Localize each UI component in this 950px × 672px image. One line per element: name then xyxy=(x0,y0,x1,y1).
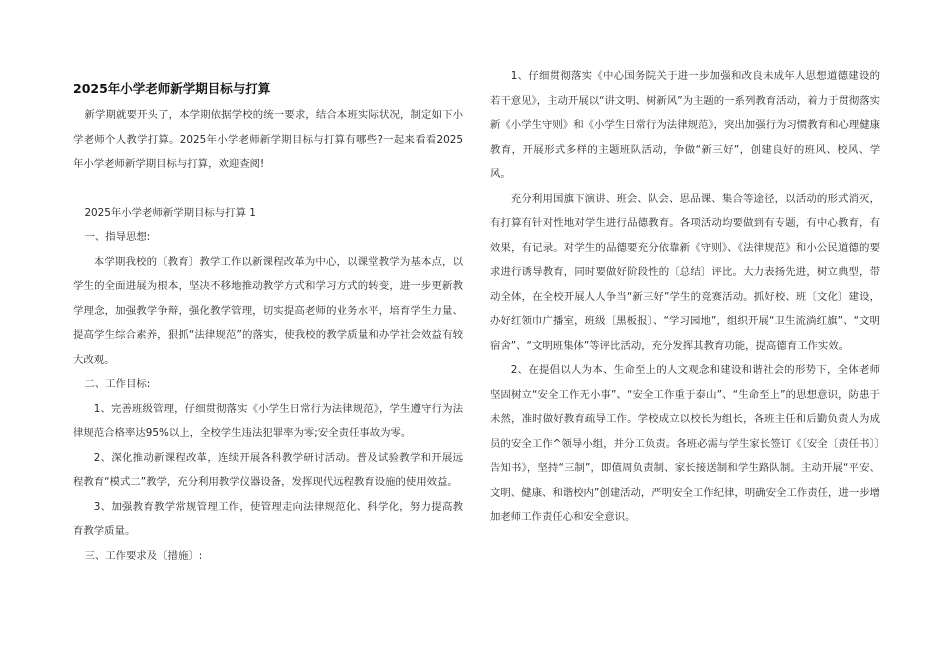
section3-heading: 三、工作要求及〔措施〕: xyxy=(84,549,203,562)
left-column xyxy=(73,64,463,568)
spacer xyxy=(73,177,463,201)
measure-paragraph-1: 1、仔细贯彻落实《中心国务院关于进一步加强和改良未成年人思想道德建设的若干意见》，主动开展以“讲文明、树新风”为主题的一系列教育活动，着力于贯彻落实新《小学生守则》和《小学生日常行为法律规范》，突出加强行为习惯教育和心理健康教育，开展形式多样的主题班队活动，争做“新三好”，创建良好的班风、校风、学风。 xyxy=(490,70,881,180)
goal-item-3: 3、加强教育教学常规管理工作，使管理走向法律规范化、科学化，努力提高教育教学质量。 xyxy=(73,500,463,537)
right-column xyxy=(490,64,880,530)
goal-item-2: 2、深化推动新课程改革，连续开展各科教学研讨活动。普及试验教学和开展远程教育“模式二”教学，充分利用教学仪器设备，发挥现代远程教育设施的使用效益。 xyxy=(73,451,463,488)
measure-paragraph-3: 2、在提倡以人为本、生命至上的人文观念和建设和谐社会的形势下，全体老师坚固树立“安全工作无小事”、“安全工作重于泰山”、“生命至上”的思想意识，防患于未然，准时做好教育疏导工作。学校成立以校长为组长，各班主任和后勤负责人为成员的安全工作^领导小组，并分工负责。各班必需与学生家长签订《〔安全〔责任书〕〕告知书》，坚持“三制”，即值周负责制、家长接送制和学生路队制。主动开展“平安、文明、健康、和谐校内”创建活动，严明安全工作纪律，明确安全工作责任，进一步增加老师工作责任心和安全意识。 xyxy=(490,364,880,523)
section2-heading: 二、工作目标: xyxy=(84,378,151,390)
measure-paragraph-2: 充分利用国旗下演讲、班会、队会、思品课、集合等途径，以活动的形式消灭，有打算有针对性地对学生进行品德教育。各项活动均要做到有专题，有中心教育，有效果，有记录。对学生的品德要充分依靠新《守则》、《法律规范》和小公民道德的要求进行诱导教育，同时要做好阶段性的〔总结〕评比。大力表扬先进，树立典型，带动全体，在全校开展人人争当“新三好”学生的竞赛活动。抓好校、班〔文化〕建设，办好红领巾广播室，班级〔黑板报〕、“学习园地”，组织开展“卫生流淌红旗”、“文明宿舍”、“文明班集体”等评比活动，充分发挥其教育功能，提高德育工作实效。 xyxy=(490,192,880,352)
section1-heading: 一、指导思想: xyxy=(84,231,151,243)
document-title: 2025年小学老师新学期目标与打算 xyxy=(73,81,271,96)
section-subtitle: 2025年小学老师新学期目标与打算 1 xyxy=(84,206,256,219)
intro-paragraph: 新学期就要开头了，本学期依据学校的统一要求，结合本班实际状况，制定如下小学老师个人教学打算。2025年小学老师新学期目标与打算有哪些?一起来看看2025年小学老师新学期目标与打算，欢迎查阅! xyxy=(73,109,463,170)
section1-body: 本学期我校的〔教育〕教学工作以新课程改革为中心，以课堂教学为基本点，以学生的全面进展为根本，坚决不移地推动教学方式和学习方式的转变，进一步更新教学理念，加强教学争辩，强化教学管理，切实提高老师的业务水平，培育学生力量、提高学生综合素养，狠抓“法律规范”的落实，使我校的教学质量和办学社会效益有较大改观。 xyxy=(73,255,463,366)
goal-item-1: 1、完善班级管理，仔细贯彻落实《小学生日常行为法律规范》，学生遵守行为法律规范合格率达95%以上，全校学生违法犯罪率为零;安全责任事故为零。 xyxy=(73,402,463,439)
